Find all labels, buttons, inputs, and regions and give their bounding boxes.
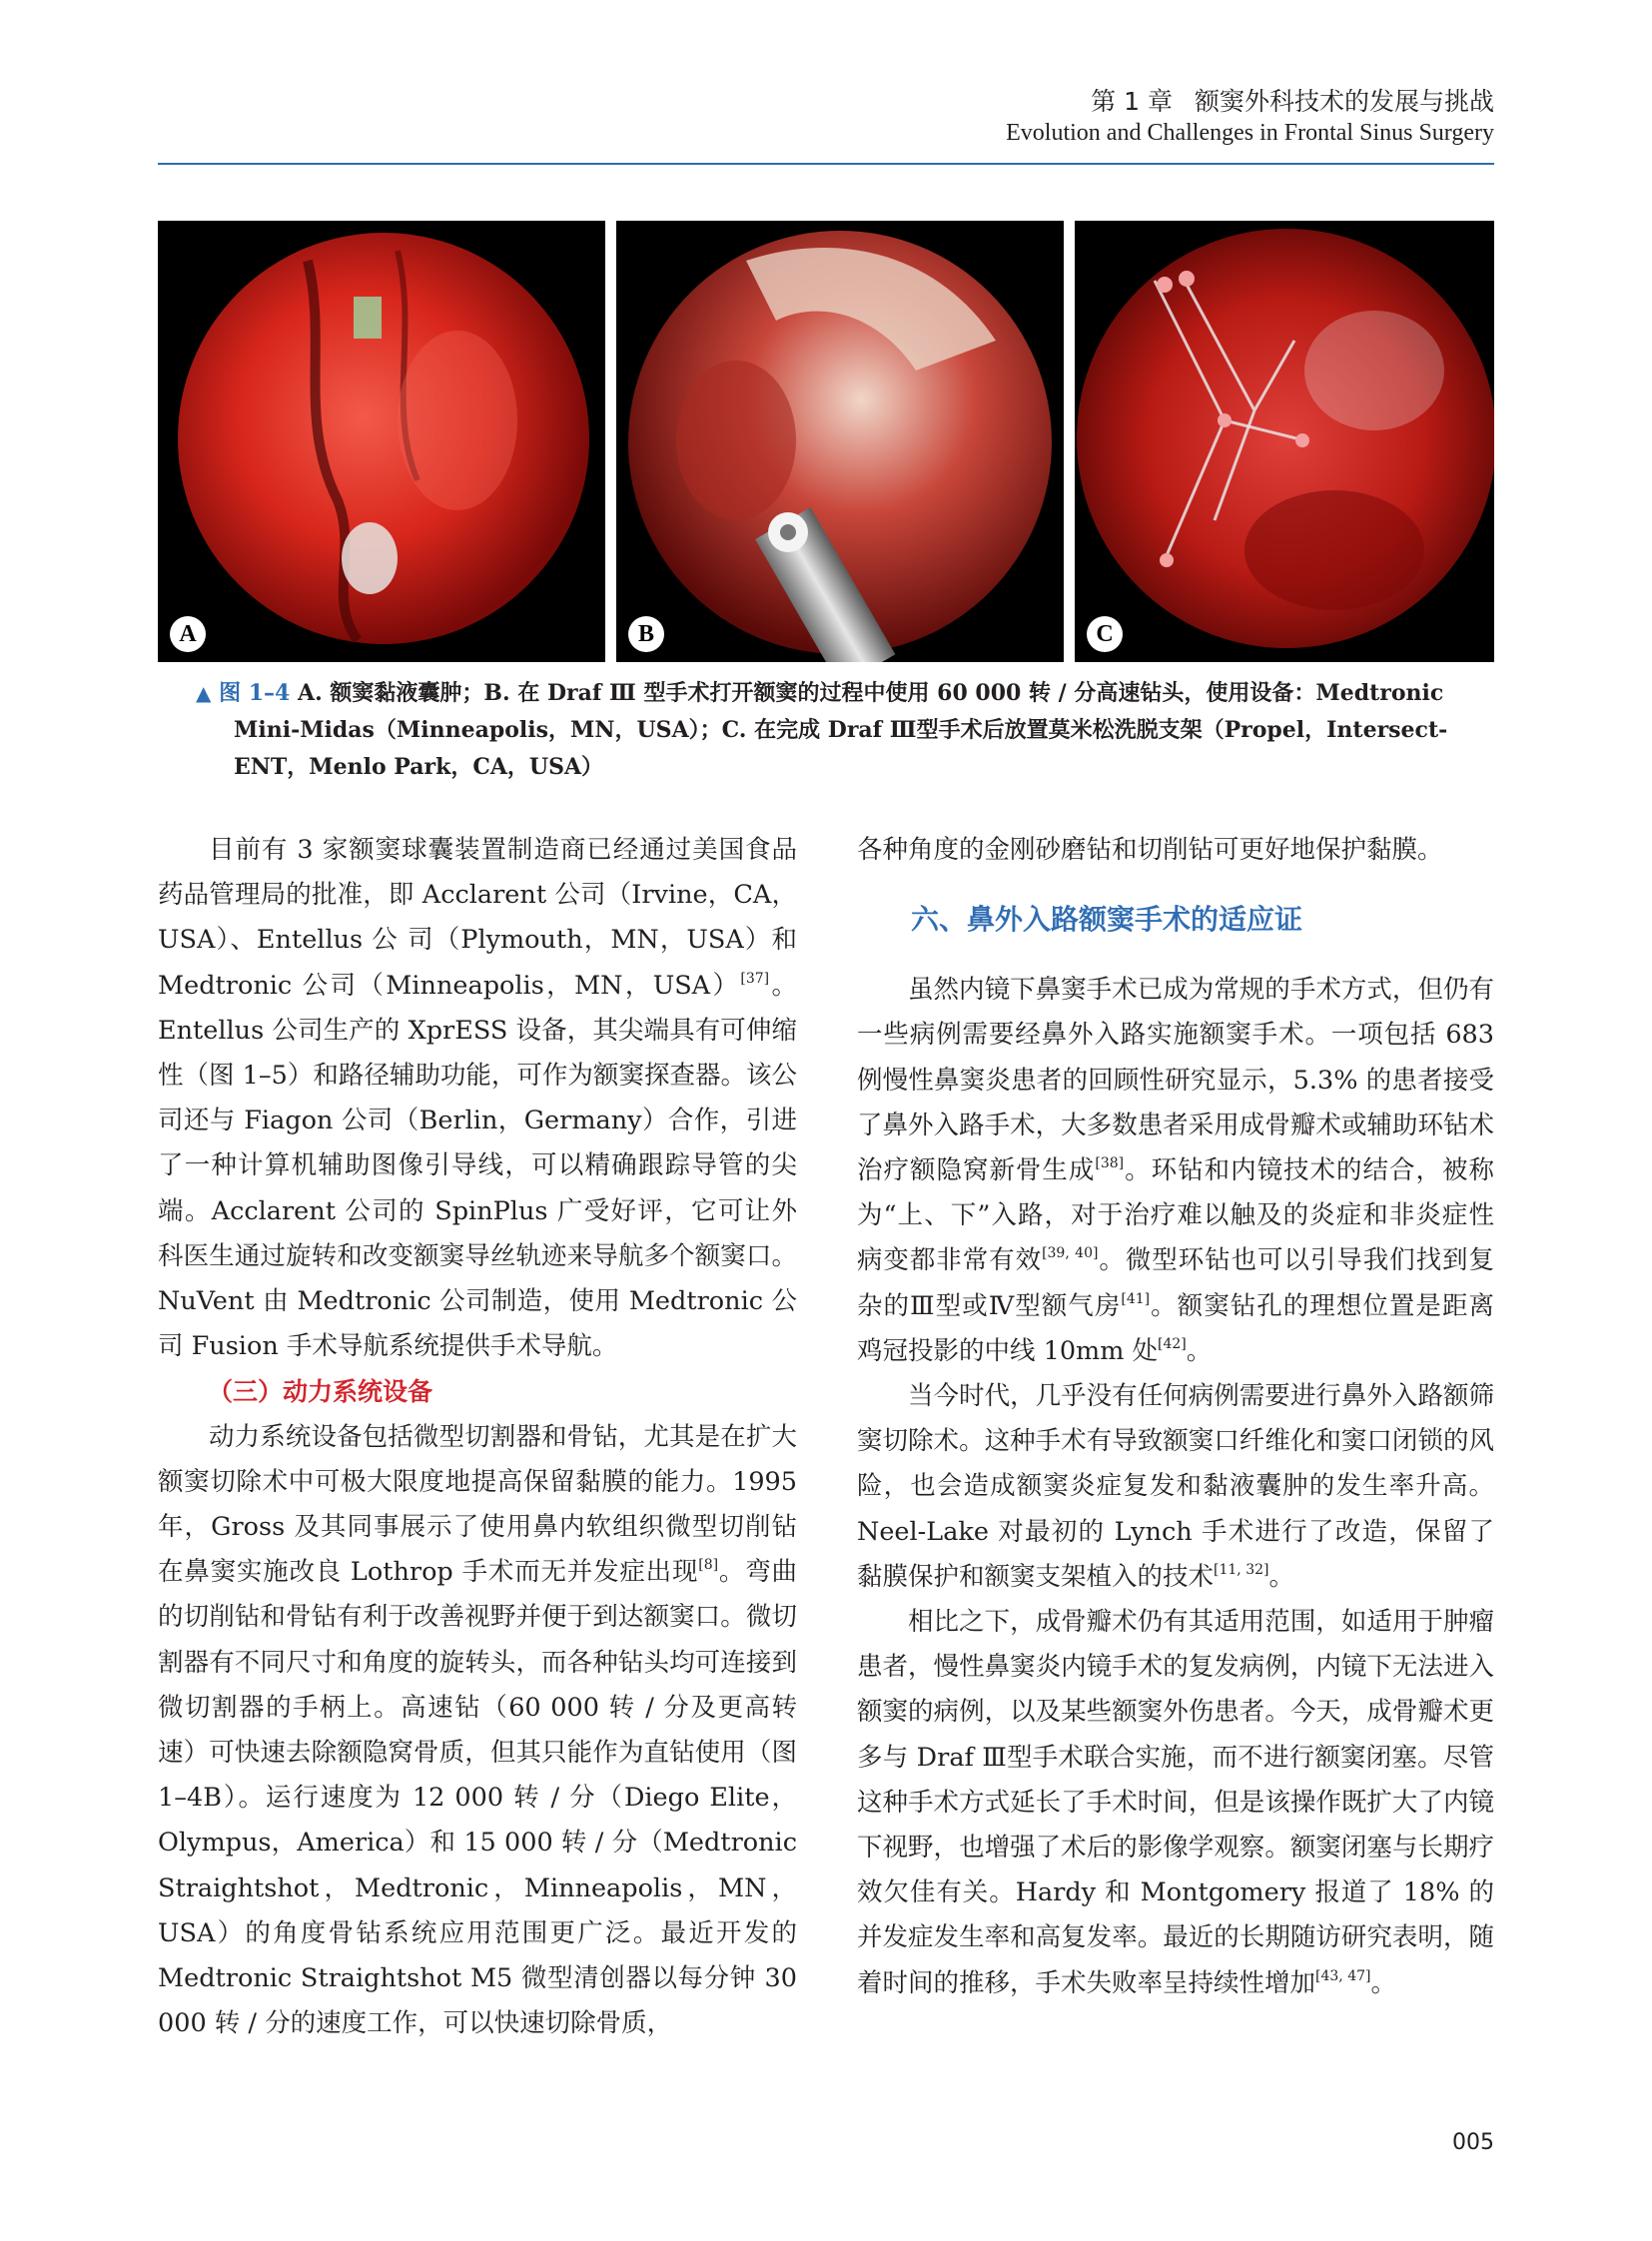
header-rule (158, 163, 1494, 165)
panel-label-a: A (170, 616, 206, 652)
figure-caption (196, 675, 1474, 786)
citation: [38] (1095, 1155, 1125, 1172)
citation: [43, 47] (1315, 1967, 1371, 1984)
citation: [39, 40] (1042, 1245, 1099, 1262)
text-run: 。 (1370, 1967, 1396, 1998)
figure-panel-a (158, 221, 605, 662)
subheading-power-systems: （三）动力系统设备 (208, 1377, 433, 1407)
figure-panel-c (1075, 221, 1494, 662)
chapter-title: 额窦外科技术的发展与挑战 (1194, 87, 1494, 116)
citation: [41] (1121, 1290, 1151, 1307)
text-run: 。额窦钻孔的理想位置是距离鸡冠投影的中线 10mm 处 (857, 1290, 1494, 1366)
panel-label-b: B (628, 616, 664, 652)
text-run: 动力系统设备包括微型切割器和骨钻，尤其是在扩大额窦切除术中可极大限度地提高保留黏膜的能力。1995 年，Gross 及其同事展示了使用鼻内软组织微型切削钻在鼻窦实施改良 Lothrop 手术而无并发症出现 (158, 1421, 797, 1588)
endoscopic-image-b (616, 221, 1064, 662)
panel-label-c: C (1087, 616, 1123, 652)
chapter-title-english: Evolution and Challenges in Frontal Sinus Surgery (1006, 120, 1494, 146)
text-run: 相比之下，成骨瓣术仍有其适用范围，如适用于肿瘤患者，慢性鼻窦炎内镜手术的复发病例，内镜下无法进入额窦的病例，以及某些额窦外伤患者。今天，成骨瓣术更多与 Draf Ⅲ型手术联合实施，而不进行额窦闭塞。尽管这种手术方式延长了手术时间，但是该操作既扩大了内镜下视野，也增强了术后的影像学观察。额窦闭塞与长期疗效欠佳有关。Hardy 和 Montgomery 报道了 18% 的并发症发生率和高复发率。最近的长期随访研究表明，随着时间的推移，手术失败率呈持续性增加 (857, 1607, 1494, 1998)
text-run: 虽然内镜下鼻窦手术已成为常规的手术方式，但仍有一些病例需要经鼻外入路实施额窦手术。一项包括 683 例慢性鼻窦炎患者的回顾性研究显示，5.3% 的患者接受了鼻外入路手术，大多数患者采用成骨瓣术或辅助环钻术治疗额隐窝新骨生成 (857, 975, 1494, 1186)
figure-id: 图 1–4 (219, 680, 291, 706)
paragraph-lynch-procedure (857, 1374, 1494, 1600)
text-run: 当今时代，几乎没有任何病例需要进行鼻外入路额筛窦切除术。这种手术有导致额窦口纤维化和窦口闭锁的风险，也会造成额窦炎症复发和黏液囊肿的发生率升高。Neel-Lake 对最初的 Lynch 手术进行了改造，保留了黏膜保护和额窦支架植入的技术 (857, 1381, 1494, 1592)
paragraph-osteoplastic-flap (857, 1600, 1494, 2006)
page-number: 005 (1452, 2130, 1494, 2155)
text-run: 。Entellus 公司生产的 XprESS 设备，其尖端具有可伸缩性（图 1–5）和路径辅助功能，可作为额窦探查器。该公司还与 Fiagon 公司（Berlin，Germany）合作，引进了一种计算机辅助图像引导线，可以精确跟踪导管的尖端。Acclarent 公司的 SpinPlus 广受好评，它可让外科医生通过旋转和改变额窦导丝轨迹来导航多个额窦口。NuVent 由 Medtronic 公司制造，使用 Medtronic 公司 Fusion 手术导航系统提供手术导航。 (158, 970, 797, 1362)
citation: [37] (740, 970, 770, 987)
text-run: 。微型环钻也可以引导我们找到复杂的Ⅲ型或Ⅳ型额气房 (857, 1245, 1494, 1321)
paragraph-power-systems (158, 1415, 797, 2047)
citation: [11, 32] (1214, 1561, 1269, 1578)
figure-panel-b (616, 221, 1064, 662)
figure-1-4 (158, 221, 1494, 662)
paragraph-external-approach (857, 968, 1494, 1374)
text-run: 。环钻和内镜技术的结合，被称为“上、下”入路，对于治疗难以触及的炎症和非炎症性病变都非常有效 (857, 1155, 1494, 1276)
left-column (158, 828, 797, 2046)
citation: [42] (1158, 1335, 1187, 1352)
chapter-number: 第 1 章 (1091, 87, 1173, 116)
chapter-line (1091, 82, 1494, 118)
triangle-icon: ▲ (196, 681, 212, 705)
right-column (857, 828, 1494, 2006)
citation: [8] (698, 1557, 719, 1574)
figure-caption-text: A. 额窦黏液囊肿；B. 在 Draf Ⅲ 型手术打开额窦的过程中使用 60 000 转 / 分高速钻头，使用设备：Medtronic Mini-Midas（Minneapolis，MN，USA）；C. 在完成 Draf Ⅲ型手术后放置莫米松洗脱支架（Propel，Intersect-ENT，Menlo Park，CA，USA） (234, 680, 1448, 780)
endoscopic-image-c (1075, 221, 1494, 662)
text-run: 目前有 3 家额窦球囊装置制造商已经通过美国食品药品管理局的批准，即 Acclarent 公司（Irvine，CA，USA）、Entellus 公 司（Plymouth，MN，USA）和 Medtronic 公司（Minneapolis，MN，USA） (158, 835, 797, 1001)
section-heading-external-approach: 六、鼻外入路额窦手术的适应证 (911, 903, 1303, 937)
text-run: 。 (1186, 1335, 1213, 1366)
paragraph-continuation: 各种角度的金刚砂磨钻和切削钻可更好地保护黏膜。 (857, 835, 1443, 865)
text-run: 。 (1268, 1561, 1294, 1592)
endoscopic-image-a (158, 221, 605, 662)
text-run: 。弯曲的切削钻和骨钻有利于改善视野并便于到达额窦口。微切割器有不同尺寸和角度的旋转头，而各种钻头均可连接到微切割器的手柄上。高速钻（60 000 转 / 分及更高转速）可快速去除额隐窝骨质，但其只能作为直钻使用（图 1–4B）。运行速度为 12 000 转 / 分（Diego Elite，Olympus，America）和 15 000 转 / 分（Medtronic Straightshot，Medtronic，Minneapolis，MN，USA）的角度骨钻系统应用范围更广泛。最近开发的 Medtronic Straightshot M5 微型清创器以每分钟 30 000 转 / 分的速度工作，可以快速切除骨质， (158, 1557, 797, 2039)
paragraph-balloon-devices (158, 828, 797, 1369)
